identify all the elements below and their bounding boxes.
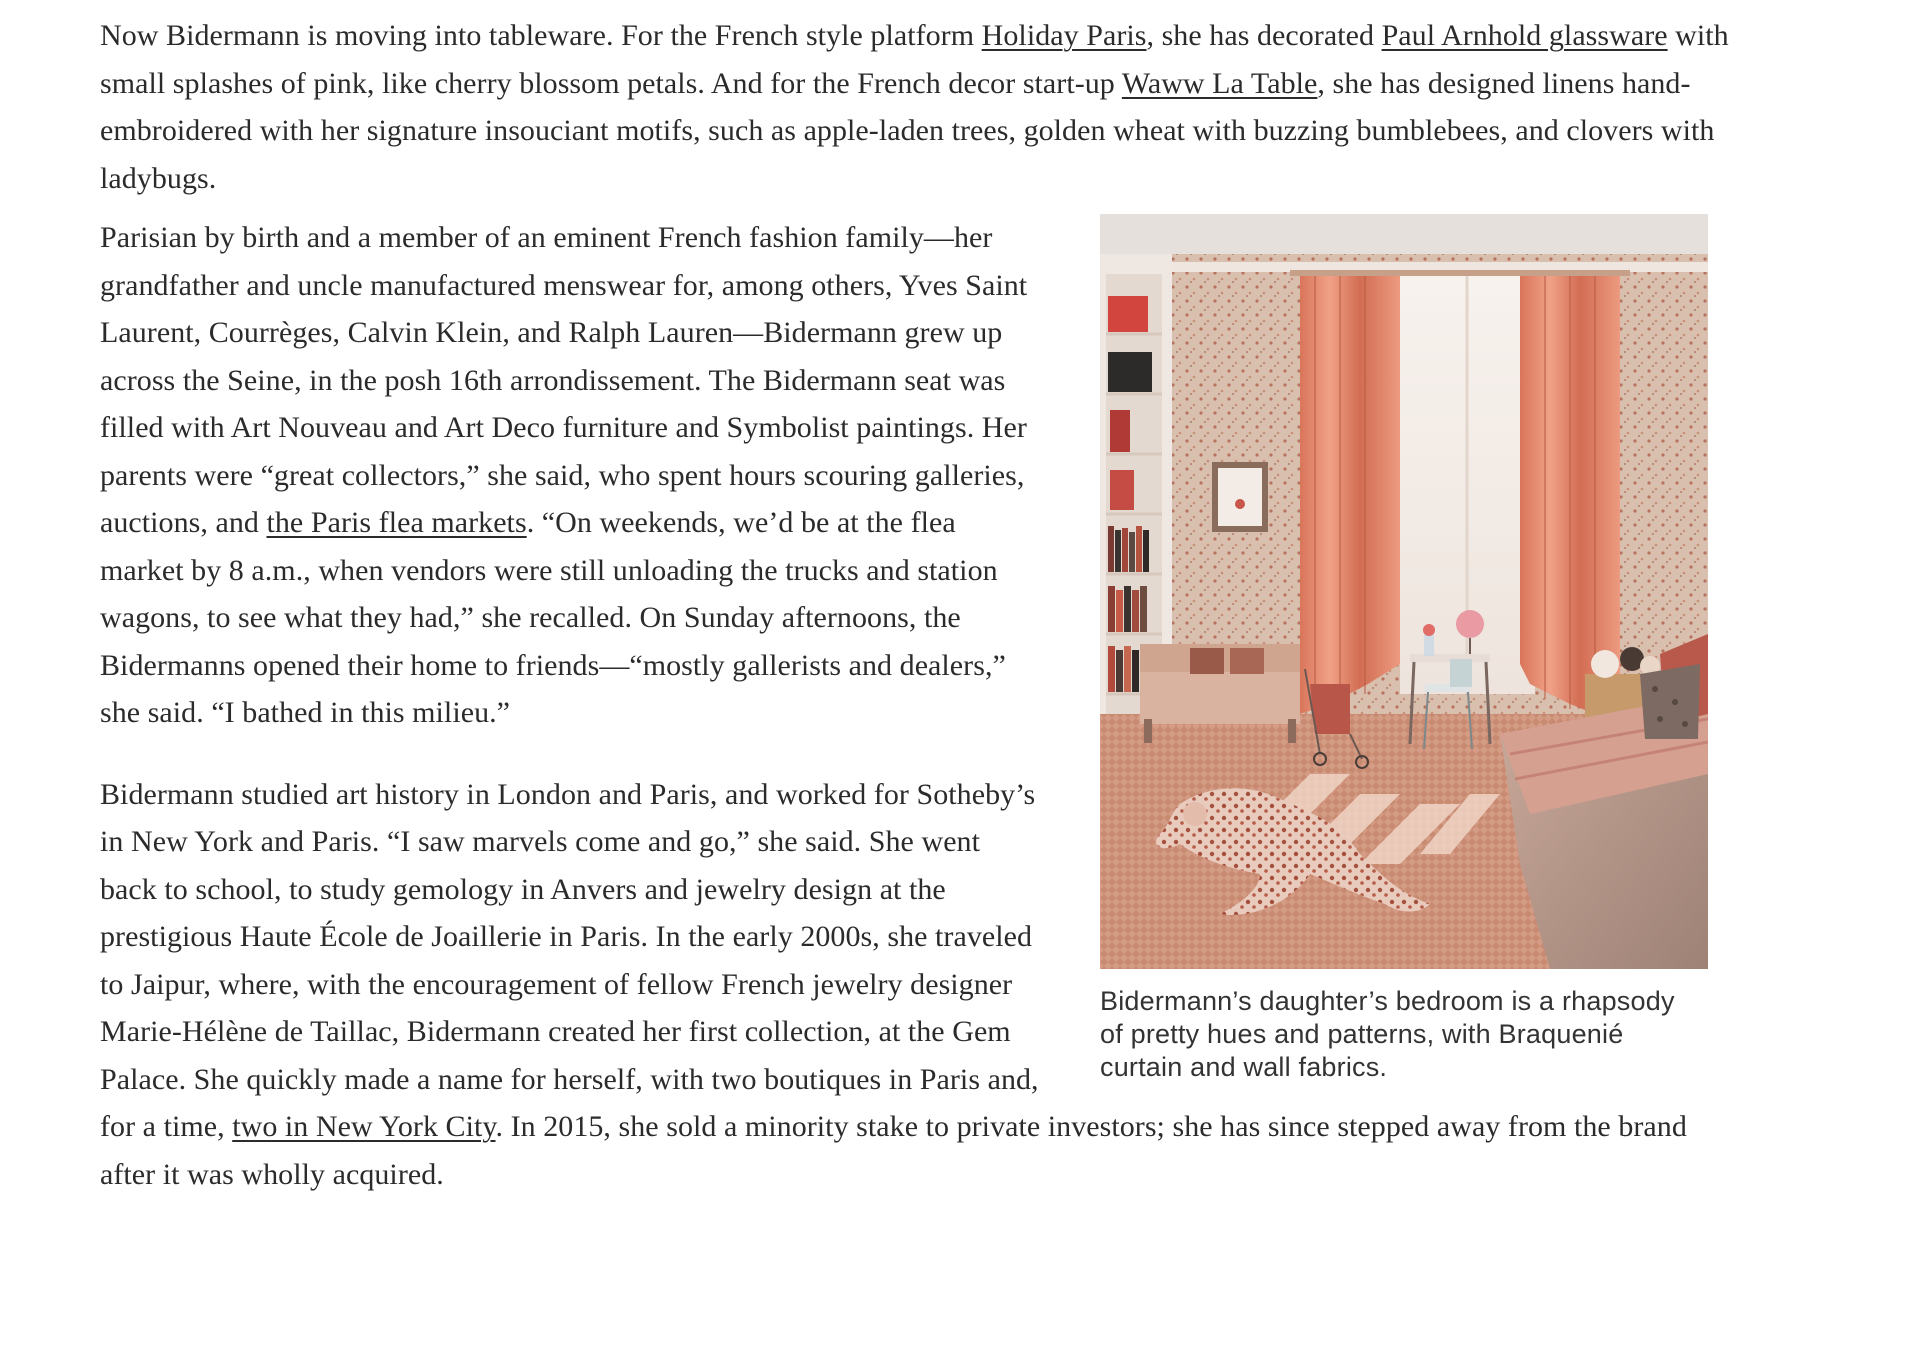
text-segment: Now Bidermann is moving into tableware. For the French style platform: [100, 19, 982, 52]
paragraph-tableware: [100, 12, 1740, 202]
link-two-in-new-york-city[interactable]: two in New York City: [232, 1110, 496, 1143]
text-segment: , she has designed linens hand-embroidered with her signature insouciant motifs, such as apple-laden trees, golden wheat with buzzing bumblebees, and clovers with ladybugs.: [100, 66, 1715, 195]
text-segment: Parisian by birth and a member of an eminent French fashion family—her grandfather and uncle manufactured menswear for, among others, Yves Saint Laurent, Courrèges, Calvin Klein, and Ralph Lauren—Bidermann grew up across the Seine, in the posh 16th arrondissement. The Bidermann seat was filled with Art Nouveau and Art Deco furniture and Symbolist paintings. Her parents were “great collectors,” she said, who spent hours scouring galleries, auctions, and: [100, 221, 1028, 539]
link-paul-arnhold-glassware[interactable]: Paul Arnhold glassware: [1381, 19, 1668, 52]
figure-bedroom: [1100, 214, 1740, 1084]
link-holiday-paris[interactable]: Holiday Paris: [981, 19, 1147, 52]
text-segment: . “On weekends, we’d be at the flea market by 8 a.m., when vendors were still unloading the trucks and station wagons, to see what they had,” she recalled. On Sunday afternoons, the Bidermanns opened their home to friends—“mostly gallerists and dealers,” she said. “I bathed in this milieu.”: [100, 506, 1006, 729]
text-segment: with small splashes of pink, like cherry blossom petals. And for the French decor start-up: [100, 19, 1729, 100]
bedroom-photo-illustration: [1100, 214, 1708, 969]
text-segment: Bidermann studied art history in London and Paris, and worked for Sotheby’s in New York and Paris. “I saw marvels come and go,” she said. She went back to school, to study gemology in Anvers and jewelry design at the prestigious Haute École de Joaillerie in Paris. In the early 2000s, she traveled to Jaipur, where, with the encouragement of fellow French jewelry designer Marie-Hélène de Taillac, Bidermann created her first collection, at the Gem Palace. She quickly made a name for herself, with two boutiques in Paris and, for a time,: [100, 777, 1039, 1143]
link-waww-la-table[interactable]: Waww La Table: [1121, 66, 1318, 100]
text-segment: , she has decorated: [1146, 19, 1382, 52]
photo-caption: Bidermann’s daughter’s bedroom is a rhapsody of pretty hues and patterns, with Braquenié curtain and wall fabrics.: [1100, 986, 1675, 1082]
text-segment: . In 2015, she sold a minority stake to private investors; she has since stepped away from the brand after it was wholly acquired.: [100, 1110, 1687, 1191]
bedroom-photo: [1100, 214, 1708, 969]
link-paris-flea-markets[interactable]: the Paris flea markets: [266, 506, 527, 539]
article-body: [100, 0, 1740, 1198]
